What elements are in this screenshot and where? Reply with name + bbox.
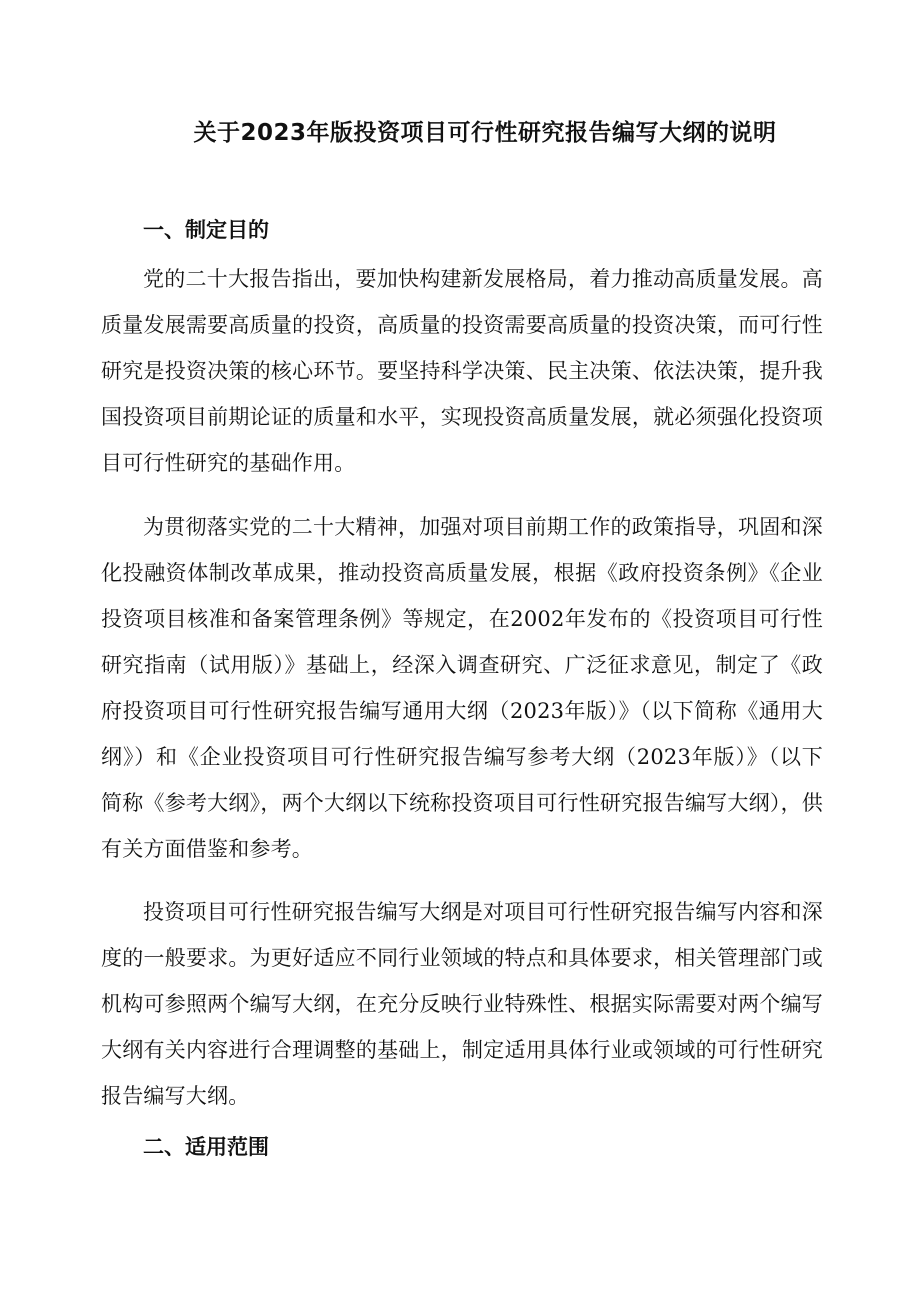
section-heading-scope: 二、适用范围 bbox=[143, 1135, 269, 1159]
document-title: 关于2023年版投资项目可行性研究报告编写大纲的说明 bbox=[193, 120, 777, 146]
paragraph-purpose-2: 为贯彻落实党的二十大精神，加强对项目前期工作的政策指导，巩固和深化投融资体制改革成果，推动投资高质量发展，根据《政府投资条例》《企业投资项目核准和备案管理条例》等规定，在2002年发布的《投资项目可行性研究指南（试用版）》基础上，经深入调查研究、广泛征求意见，制定了《政府投资项目可行性研究报告编写通用大纲（2023年版）》（以下简称《通用大纲》）和《企业投资项目可行性研究报告编写参考大纲（2023年版）》（以下简称《参考大纲》，两个大纲以下统称投资项目可行性研究报告编写大纲），供有关方面借鉴和参考。 bbox=[101, 515, 823, 861]
paragraph-purpose-3: 投资项目可行性研究报告编写大纲是对项目可行性研究报告编写内容和深度的一般要求。为更好适应不同行业领域的特点和具体要求，相关管理部门或机构可参照两个编写大纲，在充分反映行业特殊性、根据实际需要对两个编写大纲有关内容进行合理调整的基础上，制定适用具体行业或领域的可行性研究报告编写大纲。 bbox=[101, 900, 823, 1108]
section-heading-purpose: 一、制定目的 bbox=[143, 218, 269, 242]
paragraph-purpose-1: 党的二十大报告指出，要加快构建新发展格局，着力推动高质量发展。高质量发展需要高质量的投资，高质量的投资需要高质量的投资决策，而可行性研究是投资决策的核心环节。要坚持科学决策、民主决策、依法决策，提升我国投资项目前期论证的质量和水平，实现投资高质量发展，就必须强化投资项目可行性研究的基础作用。 bbox=[101, 267, 823, 475]
